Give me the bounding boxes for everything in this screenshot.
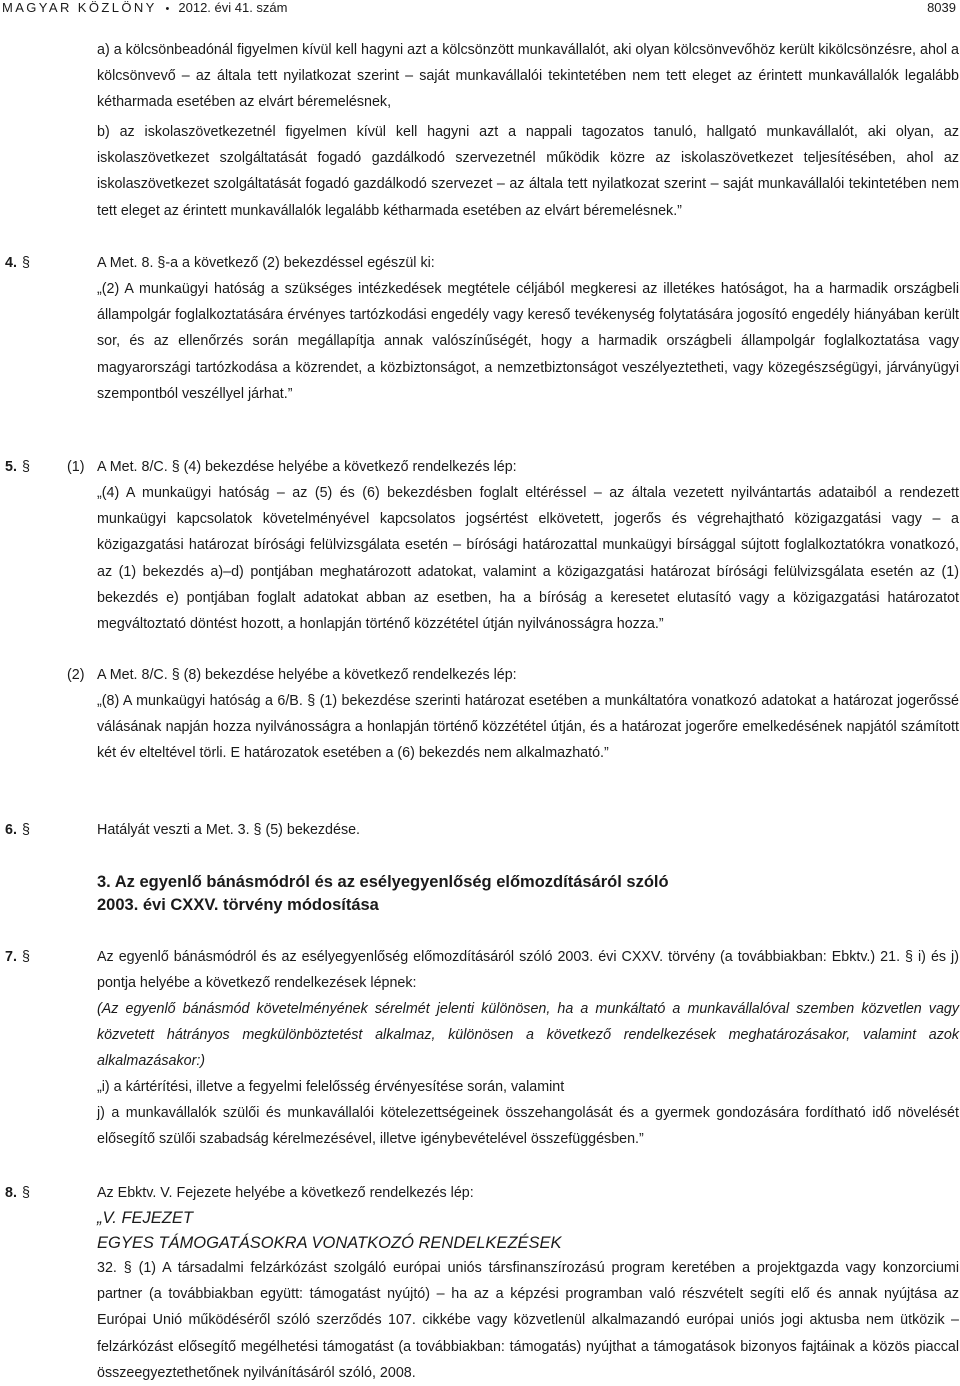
header-title: MAGYAR KÖZLÖNY [2, 0, 157, 15]
section-7-item-j: j) a munkavállalók szülői és munkavállalói kötelezettségeinek összehangolását és a gyermek gondozására fordítható idő növelését elősegítő szülői szabadság kérelmezésével, illetve igénybevételével összefüggésben.” [97, 1105, 959, 1148]
chapter-v-label: „V. FEJEZET [97, 1209, 193, 1227]
paragraph-a: a) a kölcsönbeadónál figyelmen kívül kell hagyni azt a kölcsönzött munkavállalót, aki olyan kölcsönvevőhöz került kikölcsönzésre, ahol a kölcsönvevő – az általa tett nyilatkozat szerint – saját munkavállalói tekintetében nem tett eleget az érintett munkavállalók legalább kétharmada esetében az elvárt béremelésnek, [97, 42, 959, 111]
paragraph-b: b) az iskolaszövetkezetnél figyelmen kívül kell hagyni azt a nappali tagozatos tanuló, hallgató munkavállalót, aki olyan, az iskolaszövetkezet szolgáltatását fogadó gazdálkodó szervezetnél működik közre az iskolaszövetkezet teljesítésében, ahol az iskolaszövetkezet szolgáltatását fogadó gazdálkodó szervezet – az általa tett nyilatkozat szerint – saját munkavállalói tekintetében nem tett eleget az érintett munkavállalók legalább kétharmada esetében az elvárt béremelésnek.” [97, 124, 959, 219]
section-5-sign: § [22, 459, 30, 475]
section-8-sign: § [22, 1185, 30, 1201]
section-8-intro: Az Ebktv. V. Fejezete helyébe a következő rendelkezés lép: [97, 1185, 474, 1201]
section-7-sign: § [22, 949, 30, 965]
section-5-number: 5. [5, 459, 17, 475]
section-6-sign: § [22, 822, 30, 838]
section-4-intro: A Met. 8. §-a a következő (2) bekezdéssel egészül ki: [97, 255, 435, 271]
header-publication [2, 0, 288, 15]
section-7-number: 7. [5, 949, 17, 965]
section-5-text-2: „(8) A munkaügyi hatóság a 6/B. § (1) bekezdése szerinti határozat esetében a munkáltatóra vonatkozó adatokat a határozat jogerőssé válásának napján hozza nyilvánosságra a honlapján történő közzététel útján, és a határozat jogerőre emelkedésének napjától számított két év elteltével törli. E határozatok esetében a (6) bekezdés nem alkalmazható.” [97, 693, 959, 762]
section-4-text: „(2) A munkaügyi hatóság a szükséges intézkedések megtétele céljából megkeresi az illetékes hatóságot, ha a harmadik országbeli állampolgár foglalkoztatására érvényes tartózkodási engedély vagy kereső tevékenység folytatására jogosító engedély hiányában került sor, és az ellenőrzés során megállapítja annak valószínűségét, hogy a harmadik országbeli állampolgár foglalkoztatása vagy magyarországi tartózkodása a közrendet, a közbiztonságot, a nemzetbiztonságot veszélyeztetheti, vagy közegészségügyi, járványügyi szempontból veszéllyel járhat.” [97, 281, 959, 402]
section-5-sub-1: (1) [67, 459, 85, 475]
section-5-sub-2: (2) [67, 667, 85, 683]
section-7-italic-context: (Az egyenlő bánásmód követelményének sérelmét jelenti különösen, ha a munkáltató a munkavállalóval szemben közvetlen vagy közvetett hátrányos megkülönböztetést alkalmaz, különösen a következő rendelkezések meghatározásakor, valamint azok alkalmazásakor:) [97, 1001, 959, 1070]
chapter-v-title: EGYES TÁMOGATÁSOKRA VONATKOZÓ RENDELKEZÉSEK [97, 1234, 562, 1252]
chapter-heading-line-2: 2003. évi CXXV. törvény módosítása [97, 896, 379, 914]
section-8-number: 8. [5, 1185, 17, 1201]
section-7-item-i: „i) a kártérítési, illetve a fegyelmi felelősség érvényesítése során, valamint [97, 1079, 565, 1095]
chapter-heading [97, 871, 797, 917]
chapter-heading-line-1: 3. Az egyenlő bánásmódról és az esélyegyenlőség előmozdításáról szóló [97, 873, 669, 891]
section-4-sign: § [22, 255, 30, 271]
page-number: 8039 [927, 0, 956, 15]
section-6-text: Hatályát veszti a Met. 3. § (5) bekezdése. [97, 822, 361, 838]
section-5-intro-1: A Met. 8/C. § (4) bekezdése helyébe a következő rendelkezés lép: [97, 459, 517, 475]
page-header [0, 0, 956, 16]
section-8-text: 32. § (1) A társadalmi felzárkózást szolgáló európai uniós társfinanszírozású program keretében a projektgazda vagy konzorciumi partner (a továbbiakban együtt: támogatást nyújtó) – ha az a képzési programban való részvételt segíti elő és annak nyújtása az Európai Unió működéséről szóló szerződés 107. cikkébe vagy közvetlenül alkalmazandó európai uniós jogi aktusba nem ütközik – felzárkózást elősegítő megélhetési támogatást (a továbbiakban: támogatás) nyújthat a támogatások bizonyos fajtáinak a közös piaccal összeegyeztethetőnek nyilvánításáról szóló, 2008. [97, 1260, 959, 1381]
section-7-intro: Az egyenlő bánásmódról és az esélyegyenlőség előmozdításáról szóló 2003. évi CXXV. törvény (a továbbiakban: Ebktv.) 21. § i) és j) pontja helyébe a következő rendelkezések lépnek: [97, 949, 959, 992]
section-6-number: 6. [5, 822, 17, 838]
section-5-text-1: „(4) A munkaügyi hatóság – az (5) és (6) bekezdésben foglalt eltéréssel – az általa vezetett nyilvántartás adataiból a rendezett munkaügyi kapcsolatok követelményével kapcsolatos jogsértést elkövetett, jogerős és végrehajtható közigazgatási vagy – a közigazgatási határozat bírósági felülvizsgálata esetén – bírósági határozattal munkaügyi bírsággal sújtott foglalkoztatókra vonatkozó, az (1) bekezdés a)–d) pontjában meghatározott adatokat, valamint a közigazgatási határozat bírósági felülvizsgálata esetén az (1) bekezdés e) pontjában foglalt adatokat abban az esetben, ha a bíróság a keresetet elutasító vagy a közigazgatási határozatot megváltoztató döntést hozott, a honlapján történő közzététel útján nyilvánosságra hozza.” [97, 485, 959, 633]
header-issue: 2012. évi 41. szám [178, 0, 288, 15]
section-5-intro-2: A Met. 8/C. § (8) bekezdése helyébe a következő rendelkezés lép: [97, 667, 517, 683]
header-bullet: • [165, 3, 170, 15]
section-4-number: 4. [5, 255, 17, 271]
